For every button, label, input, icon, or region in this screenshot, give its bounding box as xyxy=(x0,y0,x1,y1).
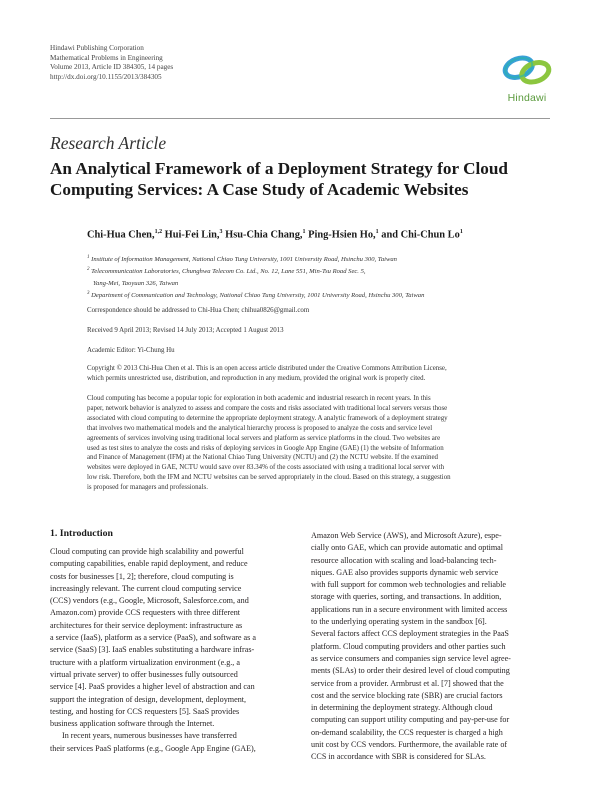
title-line: Computing Services: A Case Study of Academic Websites xyxy=(50,180,469,199)
affiliations xyxy=(87,253,424,301)
affiliation: $^3$ Department of Communication and Technology, National Chiao Tung University, 1001 University Road, Hsinchu 300, Taiwan xyxy=(87,291,425,300)
author-name: Hui-Fei Lin, xyxy=(162,229,220,241)
body-line: storage with queries, sorting, and transactions. In addition, xyxy=(311,592,502,602)
abstract-line: associated with cloud computing to determine the appropriate deployment strategy. A analytic framework of a deployment strategy xyxy=(87,414,448,422)
journal-name: Mathematical Problems in Engineering xyxy=(50,53,163,62)
body-line: CCS in accordance with SBR is considered for SLAs. xyxy=(311,752,486,762)
abstract xyxy=(87,394,550,493)
body-column-left xyxy=(50,546,295,755)
body-line: support the integration of design, development, deployment, xyxy=(50,694,247,704)
publisher-name: Hindawi Publishing Corporation xyxy=(50,44,144,52)
body-line: applications run in a secure environment with limited access xyxy=(311,604,508,614)
article-type: Research Article xyxy=(50,133,167,153)
affiliation: $^2$ Telecommunication Laboratories, Chunghwa Telecom Co. Ltd., No. 12, Lane 551, Min-Tsu Road Sec. 5, xyxy=(87,267,366,276)
article-dates: Received 9 April 2013; Revised 14 July 2013; Accepted 1 August 2013 xyxy=(87,327,284,334)
body-column-right xyxy=(311,530,551,764)
body-line: niques. GAE also provides supports dynamic web service xyxy=(311,567,499,577)
body-line: ments (SLAs) to order their desired level of cloud computing xyxy=(311,666,510,676)
abstract-line: is proposed for managers and professionals. xyxy=(87,484,208,492)
body-line: virtual private server) to offer businesses fully outsourced xyxy=(50,669,238,679)
body-line: cost and the service blocking rate (SBR) are crucial factors xyxy=(311,690,503,700)
volume-info: Volume 2013, Article ID 384305, 14 pages xyxy=(50,63,174,72)
body-line: Amazon.com) provide CCS requesters with three different xyxy=(50,608,241,618)
section-heading: 1. Introduction xyxy=(50,528,113,539)
body-line: their services PaaS platforms (e.g., Google App Engine (GAE), xyxy=(50,743,256,753)
author-list xyxy=(87,229,463,240)
author-affil-sup: 1,2 xyxy=(154,229,163,235)
body-line: in determining the deployment strategy. Although cloud xyxy=(311,703,493,713)
affiliation: Yang-Mei, Taoyuan 326, Taiwan xyxy=(93,280,179,288)
title-line: An Analytical Framework of a Deployment Strategy for Cloud xyxy=(50,159,508,178)
body-line: to the underlying operating system in the sandbox [6]. xyxy=(311,617,487,627)
body-line: on-demand scalability, the CCS requester is charged a high xyxy=(311,727,503,737)
abstract-line: that involves two mathematical models and the analytical hierarchy process is proposed to analyze the costs and service level xyxy=(87,424,433,432)
author-name: Hsu-Chia Chang, xyxy=(222,229,303,241)
body-line: tructure with a platform virtualization environment (e.g., a xyxy=(50,657,240,667)
body-line: increasingly relevant. The current cloud computing service xyxy=(50,583,242,593)
author-affil-sup: 1 xyxy=(459,229,463,235)
body-line: service (SaaS) [3]. IaaS enables substituting a hardware infras- xyxy=(50,645,255,655)
abstract-line: paper, network behavior is analyzed to assess and compare the costs and risks associated with traditional local servers versus those xyxy=(87,404,448,412)
correspondence: Correspondence should be addressed to Chi-Hua Chen; chihua0826@gmail.com xyxy=(87,307,310,314)
copyright-line: which permits unrestricted use, distribution, and reproduction in any medium, provided the original work is properly cited. xyxy=(87,375,426,383)
author-affil-sup: 3 xyxy=(219,229,223,235)
copyright-line: Copyright © 2013 Chi-Hua Chen et al. This is an open access article distributed under the Creative Commons Attribution License, xyxy=(87,365,447,372)
abstract-line: Cloud computing has become a popular topic for exploration in both academic and industrial research in recent years. In this xyxy=(87,395,431,402)
hindawi-logo-mark xyxy=(497,48,557,92)
body-line: service from a provider. Armbrust et al. [7] showed that the xyxy=(311,678,504,688)
body-line: unit cost by CCS vendors. Furthermore, the available rate of xyxy=(311,740,508,750)
body-line: platform. Cloud computing providers and other parties such xyxy=(311,641,506,651)
body-line: Several factors affect CCS deployment strategies in the PaaS xyxy=(311,629,509,639)
body-line: as service consumers and companies sign service level agree- xyxy=(311,653,511,663)
affiliation: $^1$ Institute of Information Management, National Chiao Tung University, 1001 University Road, Hsinchu 300, Taiwan xyxy=(87,255,397,264)
body-line: resource allocation with scaling and load-balancing tech- xyxy=(311,555,497,565)
abstract-line: used as test sites to analyze the costs and risks of deploying services in Google App Engine (GAE) (1) the website of Information xyxy=(87,444,444,452)
abstract-line: low risk. Therefore, both the IFM and NCTU websites can be served appropriately in the cloud. Based on this strategy, a suggestion xyxy=(87,474,451,482)
publication-info xyxy=(50,44,173,82)
abstract-line: agreements of services involving using traditional local servers and platform as service platforms in the cloud. Two websites are xyxy=(87,434,441,442)
author-name: and Chi-Chun Lo xyxy=(378,229,460,241)
body-line: a service (IaaS), platform as a service (PaaS), and software as a xyxy=(50,633,256,643)
body-line: In recent years, numerous businesses have transferred xyxy=(62,731,237,741)
body-line: computing capabilities, enable rapid deployment, and reduce xyxy=(50,559,248,569)
doi-link[interactable]: http://dx.doi.org/10.1155/2013/384305 xyxy=(50,72,162,81)
body-line: Amazon Web Service (AWS), and Microsoft Azure), espe- xyxy=(311,531,502,540)
abstract-line: and Finance of Management (IFM) at the National Chiao Tung University (NCTU) and (2) the NCTU website. If the examined xyxy=(87,454,438,462)
body-line: with full support for common web technologies and reliable xyxy=(311,580,506,590)
hindawi-logo xyxy=(497,48,557,108)
abstract-line: websites were deployed in GAE, NCTU would save over 83.34% of the costs associated with using a traditional local server with xyxy=(87,464,445,472)
author-name: Ping-Hsien Ho, xyxy=(305,229,376,241)
header-divider xyxy=(50,118,550,119)
academic-editor: Academic Editor: Yi-Chung Hu xyxy=(87,347,175,354)
body-line: computing can support utility computing and pay-per-use for xyxy=(311,715,510,725)
author-affil-sup: 1 xyxy=(302,229,306,235)
author-name: Chi-Hua Chen, xyxy=(87,229,155,241)
hindawi-logo-text: Hindawi xyxy=(507,92,547,104)
author-affil-sup: 1 xyxy=(375,229,379,235)
body-line: testing, and hosting for CCS requesters [5]. SaaS provides xyxy=(50,706,240,716)
body-line: (CCS) vendors (e.g., Google, Microsoft, Salesforce.com, and xyxy=(50,596,249,606)
copyright-notice xyxy=(87,364,550,384)
body-line: costs for businesses [1, 2]; therefore, cloud computing is xyxy=(50,571,234,581)
body-line: Cloud computing can provide high scalability and powerful xyxy=(50,547,244,556)
body-line: architectures for their service deployment: infrastructure as xyxy=(50,620,243,630)
article-title xyxy=(50,158,560,200)
body-line: business application software through the Internet. xyxy=(50,719,215,729)
body-line: service [4]. PaaS provides a higher level of abstraction and can xyxy=(50,682,255,692)
body-line: cially onto GAE, which can provide automatic and optimal xyxy=(311,543,504,553)
